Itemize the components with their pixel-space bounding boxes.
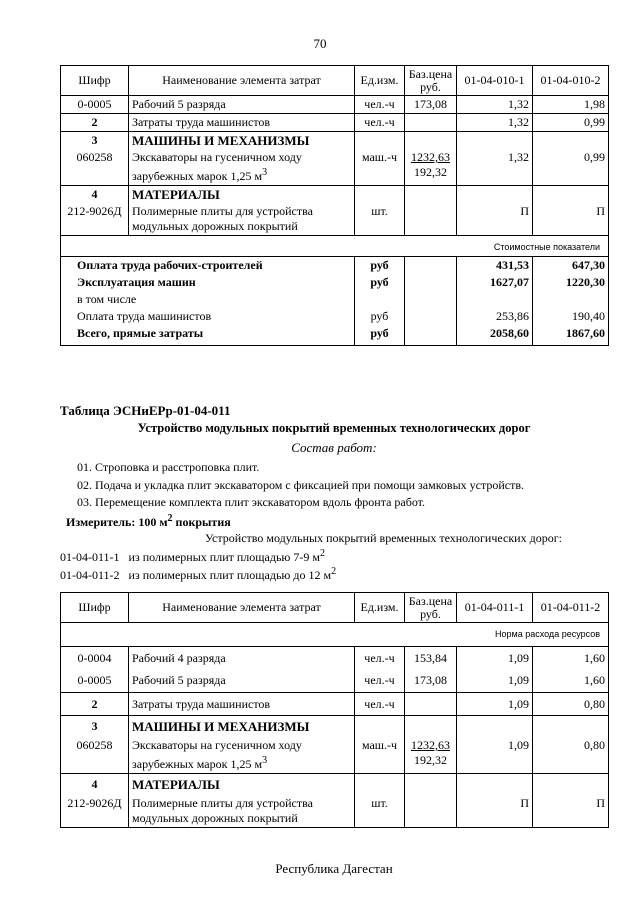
summary-value-2: 647,30 xyxy=(533,257,609,275)
table-row xyxy=(61,114,609,132)
empty-cell xyxy=(405,325,457,346)
row-price: 153,84 xyxy=(405,647,457,668)
summary-unit: руб xyxy=(355,325,405,346)
variant-text: из полимерных плит площадью 7-9 м xyxy=(128,550,320,564)
row-unit: чел.-ч xyxy=(355,693,405,716)
table-row xyxy=(61,667,609,693)
row-code: 060258 xyxy=(61,735,129,774)
table-header xyxy=(61,593,609,623)
row-value-1: 1,09 xyxy=(457,693,533,716)
row-unit: чел.-ч xyxy=(355,667,405,693)
summary-value-1: 431,53 xyxy=(457,257,533,275)
row-name-line2: модульных дорожных покрытий xyxy=(132,219,298,233)
row-price xyxy=(405,735,457,774)
note-row xyxy=(61,623,609,647)
summary-row xyxy=(61,325,609,346)
row-name-line2: зарубежных марок 1,25 м xyxy=(132,169,263,183)
empty-cell xyxy=(533,186,609,204)
row-name-line2: зарубежных марок 1,25 м xyxy=(132,757,263,771)
measurement-unit xyxy=(66,513,231,530)
summary-value-2: 1220,30 xyxy=(533,274,609,291)
row-name-line1: Полимерные плиты для устройства xyxy=(132,204,313,218)
empty-cell xyxy=(533,132,609,150)
variant-code: 01-04-011-2 xyxy=(60,568,120,582)
unit-superscript: 3 xyxy=(262,755,268,766)
table-row xyxy=(61,793,609,828)
row-unit: шт. xyxy=(355,203,405,236)
resource-table-1 xyxy=(60,65,609,346)
empty-cell xyxy=(405,308,457,325)
row-value-2: 1,60 xyxy=(533,667,609,693)
summary-value-2: 1867,60 xyxy=(533,325,609,346)
row-price xyxy=(405,793,457,828)
summary-value-1: 253,86 xyxy=(457,308,533,325)
measurement-suffix: покрытия xyxy=(172,515,231,529)
empty-cell xyxy=(457,186,533,204)
price-header-line2: руб. xyxy=(420,606,441,621)
table-row xyxy=(61,735,609,774)
variant-superscript: 2 xyxy=(319,548,325,559)
col-variant1-header: 01-04-011-1 xyxy=(457,593,533,623)
price-header-line1: Баз.цена xyxy=(408,66,453,81)
row-value-2: П xyxy=(533,793,609,828)
col-name-header: Наименование элемента затрат xyxy=(129,66,355,96)
work-step-3: 03. Перемещение комплекта плит экскаватором вдоль фронта работ. xyxy=(77,495,426,509)
row-unit: маш.-ч xyxy=(355,149,405,186)
section-title: МАТЕРИАЛЫ xyxy=(129,774,355,794)
empty-cell xyxy=(533,291,609,308)
composition-heading: Состав работ: xyxy=(291,440,377,455)
summary-value-1: 1627,07 xyxy=(457,274,533,291)
row-value-1: 1,09 xyxy=(457,735,533,774)
summary-name: Оплата труда машинистов xyxy=(61,308,355,325)
variant-line-2 xyxy=(60,566,336,583)
row-name-line1: Полимерные плиты для устройства xyxy=(132,796,313,810)
col-code-header: Шифр xyxy=(61,593,129,623)
row-code: 0-0005 xyxy=(61,96,129,114)
row-value-2: П xyxy=(533,203,609,236)
section-row-materials xyxy=(61,186,609,204)
empty-cell xyxy=(457,132,533,150)
summary-name: Оплата труда рабочих-строителей xyxy=(61,257,355,275)
row-name-line1: Экскаваторы на гусеничном ходу xyxy=(132,738,302,752)
summary-row xyxy=(61,274,609,291)
row-value-1: 1,32 xyxy=(457,149,533,186)
empty-cell xyxy=(355,774,405,794)
row-code: 212-9026Д xyxy=(61,203,129,236)
section-title: МАШИНЫ И МЕХАНИЗМЫ xyxy=(129,716,355,736)
section-code: 4 xyxy=(61,774,129,794)
row-price xyxy=(405,693,457,716)
empty-cell xyxy=(405,716,457,736)
row-name: Рабочий 5 разряда xyxy=(129,667,355,693)
empty-cell xyxy=(457,716,533,736)
row-name: Рабочий 4 разряда xyxy=(129,647,355,668)
empty-cell xyxy=(355,291,405,308)
summary-row xyxy=(61,291,609,308)
table-label: Таблица ЭСНиЕРр-01-04-011 xyxy=(60,403,231,418)
row-price xyxy=(405,203,457,236)
row-name xyxy=(129,735,355,774)
section-row-materials xyxy=(61,774,609,794)
price-line2: 192,32 xyxy=(414,165,447,179)
price-header-line2: руб. xyxy=(420,79,441,94)
row-value-1: 1,32 xyxy=(457,96,533,114)
note-row xyxy=(61,236,609,257)
summary-name: в том числе xyxy=(61,291,355,308)
row-name: Затраты труда машинистов xyxy=(129,114,355,132)
price-line1: 1232,63 xyxy=(411,738,450,752)
col-code-header: Шифр xyxy=(61,66,129,96)
summary-value-2: 190,40 xyxy=(533,308,609,325)
row-code: 060258 xyxy=(61,149,129,186)
row-value-2: 0,99 xyxy=(533,114,609,132)
col-variant2-header: 01-04-011-2 xyxy=(533,593,609,623)
variant-text: из полимерных плит площадью до 12 м xyxy=(128,568,332,582)
row-price xyxy=(405,114,457,132)
work-description: Устройство модульных покрытий временных технологических дорог: xyxy=(205,531,562,545)
resource-table-2 xyxy=(60,592,609,828)
row-value-2: 1,60 xyxy=(533,647,609,668)
empty-cell xyxy=(457,291,533,308)
row-price: 173,08 xyxy=(405,667,457,693)
empty-cell xyxy=(405,774,457,794)
table-row xyxy=(61,96,609,114)
row-name-line2: модульных дорожных покрытий xyxy=(132,811,298,825)
row-value-2: 1,98 xyxy=(533,96,609,114)
row-price xyxy=(405,149,457,186)
summary-name: Всего, прямые затраты xyxy=(61,325,355,346)
col-variant1-header: 01-04-010-1 xyxy=(457,66,533,96)
row-unit: шт. xyxy=(355,793,405,828)
table-row xyxy=(61,203,609,236)
empty-cell xyxy=(355,186,405,204)
table-header xyxy=(61,66,609,96)
summary-unit: руб xyxy=(355,274,405,291)
section-title: МАТЕРИАЛЫ xyxy=(129,186,355,204)
empty-cell xyxy=(405,132,457,150)
summary-name: Эксплуатация машин xyxy=(61,274,355,291)
cost-indicators-note: Стоимостные показатели xyxy=(61,236,609,257)
row-code: 212-9026Д xyxy=(61,793,129,828)
resource-norm-note: Норма расхода ресурсов xyxy=(61,623,609,647)
empty-cell xyxy=(405,186,457,204)
empty-cell xyxy=(405,291,457,308)
col-name-header: Наименование элемента затрат xyxy=(129,593,355,623)
measurement-prefix: Измеритель: 100 м xyxy=(66,515,168,529)
row-code: 2 xyxy=(61,693,129,716)
section-title: МАШИНЫ И МЕХАНИЗМЫ xyxy=(129,132,355,150)
page-footer: Республика Дагестан xyxy=(275,861,393,876)
empty-cell xyxy=(355,716,405,736)
empty-cell xyxy=(533,716,609,736)
variant-line-1 xyxy=(60,548,325,565)
section-row-machines xyxy=(61,716,609,736)
unit-superscript: 3 xyxy=(262,167,268,178)
empty-cell xyxy=(457,774,533,794)
row-unit: чел.-ч xyxy=(355,114,405,132)
col-price-header xyxy=(405,593,457,623)
col-unit-header: Ед.изм. xyxy=(355,66,405,96)
col-price-header xyxy=(405,66,457,96)
price-line2: 192,32 xyxy=(414,753,447,767)
row-value-2: 0,80 xyxy=(533,735,609,774)
row-value-1: 1,09 xyxy=(457,667,533,693)
row-code: 0-0005 xyxy=(61,667,129,693)
price-header-line1: Баз.цена xyxy=(408,593,453,608)
price-line1: 1232,63 xyxy=(411,150,450,164)
row-value-2: 0,80 xyxy=(533,693,609,716)
section-code: 3 xyxy=(61,132,129,150)
col-unit-header: Ед.изм. xyxy=(355,593,405,623)
row-name xyxy=(129,149,355,186)
row-value-1: П xyxy=(457,203,533,236)
row-name: Затраты труда машинистов xyxy=(129,693,355,716)
row-unit: чел.-ч xyxy=(355,647,405,668)
empty-cell xyxy=(355,132,405,150)
table-row xyxy=(61,647,609,668)
summary-row xyxy=(61,257,609,275)
work-step-2: 02. Подача и укладка плит экскаватором с фиксацией при помощи замковых устройств. xyxy=(77,478,525,492)
row-name-line1: Экскаваторы на гусеничном ходу xyxy=(132,150,302,164)
table-row xyxy=(61,693,609,716)
summary-unit: руб xyxy=(355,308,405,325)
page-number: 70 xyxy=(313,36,327,51)
section-code: 3 xyxy=(61,716,129,736)
empty-cell xyxy=(405,274,457,291)
row-unit: маш.-ч xyxy=(355,735,405,774)
col-variant2-header: 01-04-010-2 xyxy=(533,66,609,96)
variant-code: 01-04-011-1 xyxy=(60,550,120,564)
row-name: Рабочий 5 разряда xyxy=(129,96,355,114)
row-code: 0-0004 xyxy=(61,647,129,668)
variant-superscript: 2 xyxy=(331,566,337,577)
row-code: 2 xyxy=(61,114,129,132)
row-value-1: П xyxy=(457,793,533,828)
row-value-1: 1,09 xyxy=(457,647,533,668)
summary-value-1: 2058,60 xyxy=(457,325,533,346)
empty-cell xyxy=(405,257,457,275)
row-name xyxy=(129,203,355,236)
section-row-machines xyxy=(61,132,609,150)
summary-row xyxy=(61,308,609,325)
work-step-1: 01. Строповка и расстроповка плит. xyxy=(77,460,260,474)
row-value-2: 0,99 xyxy=(533,149,609,186)
empty-cell xyxy=(533,774,609,794)
section-code: 4 xyxy=(61,186,129,204)
row-unit: чел.-ч xyxy=(355,96,405,114)
section-title: Устройство модульных покрытий временных технологических дорог xyxy=(137,421,531,435)
measurement-superscript: 2 xyxy=(167,513,173,524)
row-value-1: 1,32 xyxy=(457,114,533,132)
row-name xyxy=(129,793,355,828)
row-price: 173,08 xyxy=(405,96,457,114)
table-row xyxy=(61,149,609,186)
summary-unit: руб xyxy=(355,257,405,275)
